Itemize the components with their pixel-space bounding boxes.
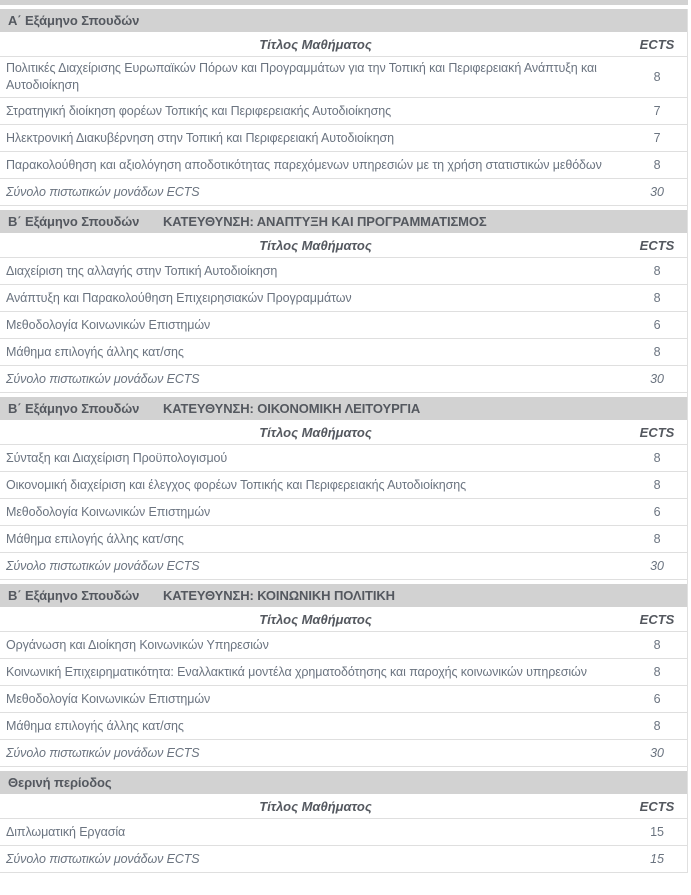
section-header — [0, 397, 687, 420]
course-row — [0, 152, 687, 179]
course-ects: 6 — [653, 691, 661, 706]
course-row — [0, 499, 687, 526]
section-header — [0, 584, 687, 607]
column-title-header: Τίτλος Μαθήματος — [259, 798, 372, 814]
course-title: Στρατηγική διοίκηση φορέων Τοπικής και Περιφερειακής Αυτοδιοίκησης — [6, 103, 392, 118]
course-title: Οργάνωση και Διοίκηση Κοινωνικών Υπηρεσιών — [6, 637, 269, 652]
course-title: Μάθημα επιλογής άλλης κατ/σης — [6, 344, 184, 359]
course-title: Μεθοδολογία Κοινωνικών Επιστημών — [6, 504, 211, 519]
course-row — [0, 125, 687, 152]
course-row — [0, 819, 687, 846]
section-title: Β΄ Εξάμηνο Σπουδών — [8, 588, 140, 603]
section-header — [0, 9, 687, 32]
course-row — [0, 98, 687, 125]
total-ects: 15 — [650, 851, 664, 866]
column-ects-header: ECTS — [639, 798, 675, 814]
section-header — [0, 771, 687, 794]
course-ects: 8 — [653, 531, 661, 546]
course-ects: 8 — [653, 157, 661, 172]
total-label: Σύνολο πιστωτικών μονάδων ECTS — [6, 184, 200, 199]
summer-period-section — [0, 771, 687, 873]
total-ects: 30 — [650, 371, 664, 386]
course-row — [0, 285, 687, 312]
total-ects: 30 — [650, 184, 664, 199]
section-direction: ΚΑΤΕΥΘΥΝΣΗ: ΟΙΚΟΝΟΜΙΚΗ ΛΕΙΤΟΥΡΓΙΑ — [163, 401, 421, 416]
course-row — [0, 632, 687, 659]
column-header-row — [0, 32, 687, 57]
course-row — [0, 57, 687, 98]
course-title: Ηλεκτρονική Διακυβέρνηση στην Τοπική και Περιφερειακή Αυτοδιοίκηση — [6, 130, 395, 145]
course-title: Πολιτικές Διαχείρισης Ευρωπαϊκών Πόρων και Προγραμμάτων για την Τοπική και Περιφερειακή Ανάπτυξη και Αυτοδιοίκηση — [6, 61, 597, 92]
course-title: Διπλωματική Εργασία — [6, 824, 126, 839]
total-row — [0, 553, 687, 580]
total-row — [0, 740, 687, 767]
total-row — [0, 366, 687, 393]
course-ects: 8 — [653, 718, 661, 733]
course-row — [0, 713, 687, 740]
semester-section — [0, 584, 687, 767]
column-title-header: Τίτλος Μαθήματος — [259, 611, 372, 627]
total-ects: 30 — [650, 745, 664, 760]
course-ects: 8 — [653, 637, 661, 652]
semester-section — [0, 210, 687, 393]
column-title-header: Τίτλος Μαθήματος — [259, 36, 372, 52]
total-label: Σύνολο πιστωτικών μονάδων ECTS — [6, 371, 200, 386]
course-ects: 8 — [653, 290, 661, 305]
course-row — [0, 258, 687, 285]
column-ects-header: ECTS — [639, 237, 675, 253]
semester-section — [0, 397, 687, 580]
course-row — [0, 312, 687, 339]
total-label: Σύνολο πιστωτικών μονάδων ECTS — [6, 558, 200, 573]
study-program-table — [0, 9, 688, 873]
course-row — [0, 445, 687, 472]
course-row — [0, 686, 687, 713]
column-header-row — [0, 420, 687, 445]
course-ects: 15 — [650, 824, 664, 839]
course-ects: 8 — [653, 263, 661, 278]
course-title: Παρακολούθηση και αξιολόγηση αποδοτικότητας παρεχόμενων υπηρεσιών με τη χρήση στατιστικών μεθόδων — [6, 157, 602, 172]
section-title: Β΄ Εξάμηνο Σπουδών — [8, 214, 140, 229]
total-label: Σύνολο πιστωτικών μονάδων ECTS — [6, 851, 200, 866]
course-title: Σύνταξη και Διαχείριση Προϋπολογισμού — [6, 450, 228, 465]
column-ects-header: ECTS — [639, 611, 675, 627]
semester-section — [0, 9, 687, 206]
column-ects-header: ECTS — [639, 424, 675, 440]
course-title: Διαχείριση της αλλαγής στην Τοπική Αυτοδιοίκηση — [6, 263, 278, 278]
course-ects: 6 — [653, 504, 661, 519]
section-direction: ΚΑΤΕΥΘΥΝΣΗ: ΑΝΑΠΤΥΞΗ ΚΑΙ ΠΡΟΓΡΑΜΜΑΤΙΣΜΟΣ — [163, 214, 487, 229]
course-ects: 8 — [653, 344, 661, 359]
course-ects: 8 — [653, 69, 661, 84]
course-title: Μεθοδολογία Κοινωνικών Επιστημών — [6, 691, 211, 706]
total-row — [0, 846, 687, 873]
total-ects: 30 — [650, 558, 664, 573]
course-row — [0, 526, 687, 553]
course-title: Μάθημα επιλογής άλλης κατ/σης — [6, 718, 184, 733]
section-header — [0, 210, 687, 233]
course-title: Μεθοδολογία Κοινωνικών Επιστημών — [6, 317, 211, 332]
section-direction: ΚΑΤΕΥΘΥΝΣΗ: ΚΟΙΝΩΝΙΚΗ ΠΟΛΙΤΙΚΗ — [163, 588, 395, 603]
column-header-row — [0, 233, 687, 258]
section-title: Α΄ Εξάμηνο Σπουδών — [8, 13, 140, 28]
course-ects: 8 — [653, 450, 661, 465]
previous-section-edge-bar — [0, 0, 688, 5]
total-row — [0, 179, 687, 206]
course-ects: 6 — [653, 317, 661, 332]
section-title: Θερινή περίοδος — [8, 775, 112, 790]
total-label: Σύνολο πιστωτικών μονάδων ECTS — [6, 745, 200, 760]
column-title-header: Τίτλος Μαθήματος — [259, 424, 372, 440]
column-title-header: Τίτλος Μαθήματος — [259, 237, 372, 253]
course-ects: 8 — [653, 664, 661, 679]
course-row — [0, 339, 687, 366]
column-header-row — [0, 607, 687, 632]
course-title: Ανάπτυξη και Παρακολούθηση Επιχειρησιακών Προγραμμάτων — [6, 290, 352, 305]
course-ects: 8 — [653, 477, 661, 492]
column-header-row — [0, 794, 687, 819]
course-ects: 7 — [653, 103, 661, 118]
course-title: Κοινωνική Επιχειρηματικότητα: Εναλλακτικά μοντέλα χρηματοδότησης και παροχής κοινωνικών υπηρεσιών — [6, 664, 587, 679]
course-title: Μάθημα επιλογής άλλης κατ/σης — [6, 531, 184, 546]
course-ects: 7 — [653, 130, 661, 145]
course-row — [0, 659, 687, 686]
course-title: Οικονομική διαχείριση και έλεγχος φορέων Τοπικής και Περιφερειακής Αυτοδιοίκησης — [6, 477, 467, 492]
column-ects-header: ECTS — [639, 36, 675, 52]
course-row — [0, 472, 687, 499]
section-title: Β΄ Εξάμηνο Σπουδών — [8, 401, 140, 416]
